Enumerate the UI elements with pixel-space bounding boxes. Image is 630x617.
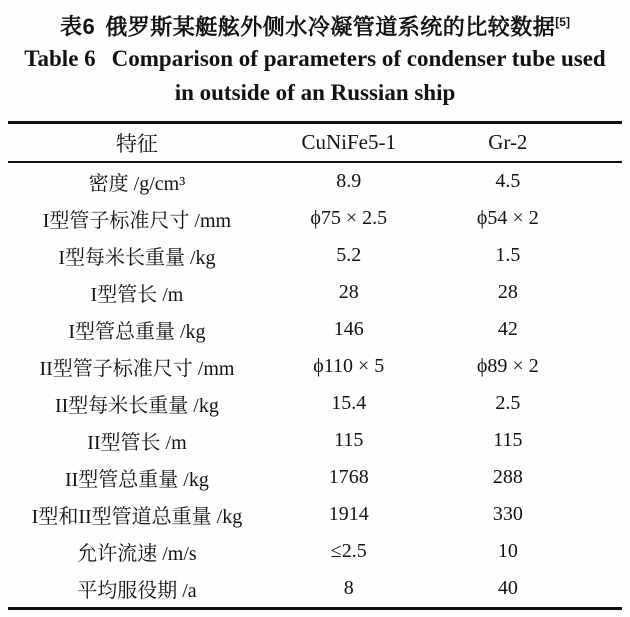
table-number-english: Table 6	[24, 46, 96, 72]
row-type2-tube-length	[8, 422, 622, 459]
row-density	[8, 162, 622, 200]
table-caption-chinese	[0, 0, 630, 42]
row-type2-standard-size	[8, 348, 622, 385]
row-type1-tube-length	[8, 274, 622, 311]
column-header-gr-2: Gr-2	[432, 123, 622, 163]
row-label: I型管总重量 /kg	[68, 321, 206, 344]
table-title-chinese: 俄罗斯某艇舷外侧水冷凝管道系统的比较数据	[105, 14, 556, 40]
row-label: 密度 /g/cm³	[88, 173, 186, 196]
comparison-table	[8, 121, 622, 610]
row-allowed-flow-velocity	[8, 533, 622, 570]
cell-value: 115	[334, 429, 364, 452]
citation-superscript: [5]	[555, 15, 570, 29]
table-caption-english-line2	[0, 76, 630, 110]
cell-value: 28	[497, 281, 518, 304]
table-title-english-continued: in outside of an Russian ship	[174, 80, 456, 106]
cell-value: 42	[497, 318, 518, 341]
column-header-characteristic: 特征	[8, 123, 266, 163]
cell-value: ϕ89 × 2	[476, 355, 539, 378]
cell-value: 15.4	[331, 392, 367, 415]
cell-value: 2.5	[495, 392, 521, 415]
cell-value: ϕ110 × 5	[313, 355, 385, 378]
column-header-cunife5-1: CuNiFe5-1	[266, 123, 432, 163]
header-row	[8, 123, 622, 163]
row-label: I型管长 /m	[90, 284, 184, 307]
row-label: II型管子标准尺寸 /mm	[39, 358, 235, 381]
row-label: II型管长 /m	[87, 432, 187, 455]
row-label: I型每米长重量 /kg	[58, 247, 216, 270]
cell-value: 1768	[328, 466, 369, 489]
row-type2-total-weight	[8, 459, 622, 496]
cell-value: ϕ75 × 2.5	[310, 207, 388, 230]
cell-value: ≤2.5	[330, 540, 367, 563]
cell-value: 4.5	[495, 170, 521, 193]
row-label: II型每米长重量 /kg	[54, 395, 219, 418]
row-combined-total-weight	[8, 496, 622, 533]
cell-value: 115	[493, 429, 523, 452]
row-label: 平均服役期 /a	[77, 580, 197, 603]
row-type1-total-weight	[8, 311, 622, 348]
cell-value: 1914	[328, 503, 369, 526]
row-type2-weight-per-meter	[8, 385, 622, 422]
cell-value: 288	[492, 466, 523, 489]
cell-value: 330	[492, 503, 523, 526]
row-type1-weight-per-meter	[8, 237, 622, 274]
cell-value: 10	[497, 540, 518, 563]
row-label: II型管总重量 /kg	[64, 469, 209, 492]
table-caption-english-line1	[0, 42, 630, 76]
cell-value: 8	[343, 577, 354, 600]
row-type1-standard-size	[8, 200, 622, 237]
table-title-english: Comparison of parameters of condenser tube used	[111, 46, 606, 72]
cell-value: 40	[497, 577, 518, 600]
table-number-chinese: 表6	[60, 14, 96, 40]
cell-value: 5.2	[336, 244, 362, 267]
row-average-service-life	[8, 570, 622, 609]
row-label: I型和II型管道总重量 /kg	[31, 506, 243, 529]
row-label: I型管子标准尺寸 /mm	[42, 210, 232, 233]
cell-value: ϕ54 × 2	[476, 207, 539, 230]
cell-value: 146	[333, 318, 364, 341]
cell-value: 8.9	[336, 170, 362, 193]
row-label: 允许流速 /m/s	[77, 543, 197, 566]
cell-value: 28	[338, 281, 359, 304]
cell-value: 1.5	[495, 244, 521, 267]
